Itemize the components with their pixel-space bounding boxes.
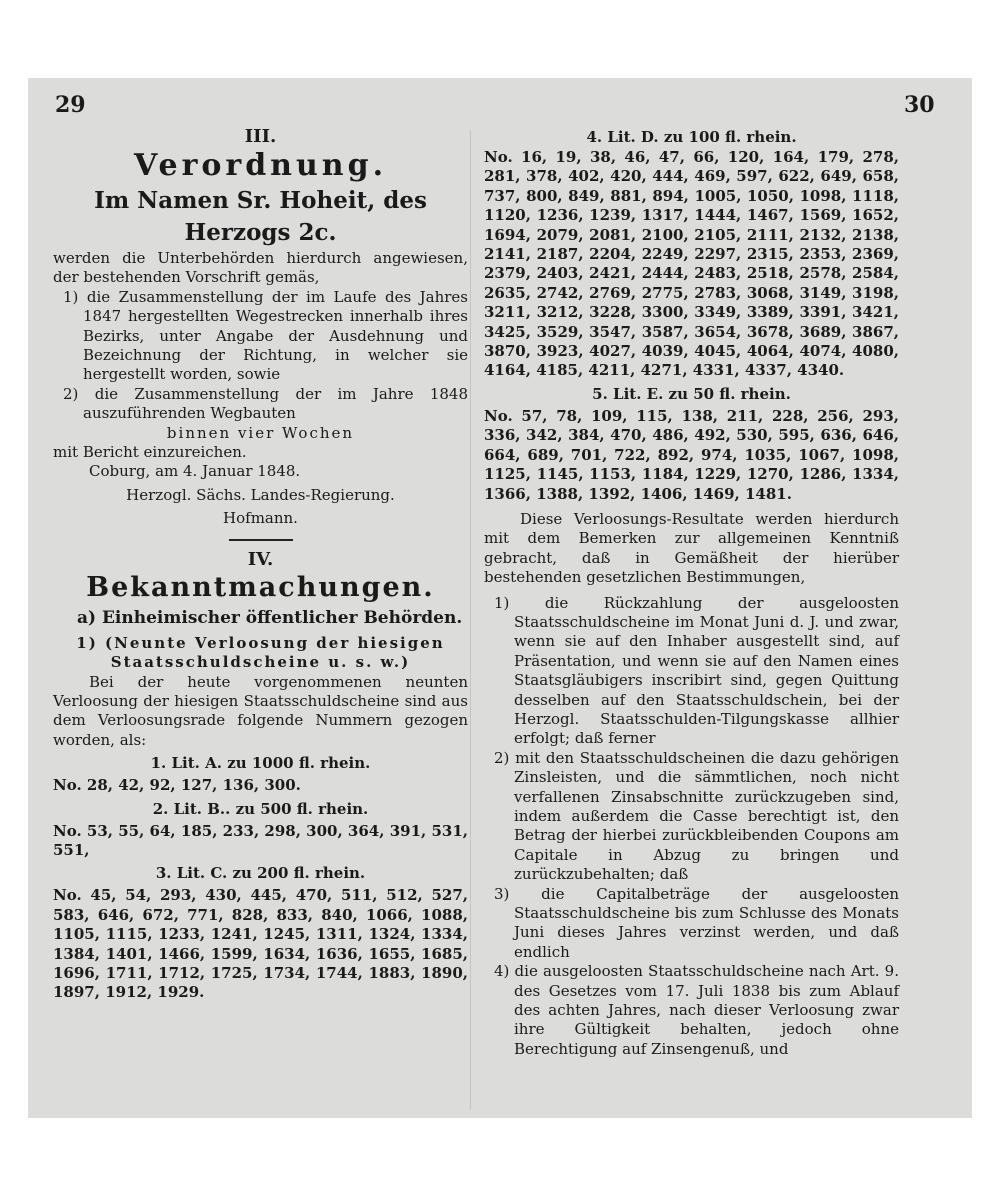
lit-c-numbers: No. 45, 54, 293, 430, 445, 470, 511, 512, 527, 583, 646, 672, 771, 828, 833, 840, 1066, 1088, 1105, 1115, 1233, 1241, 1245, 1311, 1324, 1334, 1384, 1401, 1466, 1599, 1634, 1636, 1655, 1685, 1696, 1711, 1712, 1725, 1734, 1744, 1883, 1890, 1897, 1912, 1929. <box>53 886 468 1002</box>
ordinance-title: Verordnung. <box>133 148 388 183</box>
lit-b-numbers: No. 53, 55, 64, 185, 233, 298, 300, 364, 391, 531, 551, <box>53 821 468 859</box>
announcements-subhead: a) Einheimischer öffentlicher Behörden. <box>77 607 463 628</box>
results-paragraph: Diese Verloosungs-Resultate werden hierdurch mit dem Bemerken zur allgemeinen Kenntniß gebracht, daß in Gemäßheit der hierüber bestehenden gesetzlichen Bestimmungen, <box>484 509 899 587</box>
section-number-3: III. <box>244 126 277 147</box>
lit-a-numbers: No. 28, 42, 92, 127, 136, 300. <box>53 776 301 795</box>
notice-title: 1) (Neunte Verloosung der hiesigen Staatsschuldscheine u. s. w.) <box>76 633 445 672</box>
lit-e-heading: 5. Lit. E. zu 50 fl. rhein. <box>592 384 791 403</box>
lit-e-numbers: No. 57, 78, 109, 115, 138, 211, 228, 256, 293, 336, 342, 384, 470, 486, 492, 530, 595, 636, 646, 664, 689, 701, 722, 892, 974, 1035, 1067, 1098, 1125, 1145, 1153, 1184, 1229, 1270, 1286, 1334, 1366, 1388, 1392, 1406, 1469, 1481. <box>484 406 899 503</box>
ordinance-intro: werden die Unterbehörden hierdurch angewiesen, der bestehenden Vorschrift gemäs, <box>53 249 468 287</box>
dateline: Coburg, am 4. Januar 1848. <box>89 462 301 481</box>
lit-c-heading: 3. Lit. C. zu 200 fl. rhein. <box>155 864 366 883</box>
ordinance-subtitle: Im Namen Sr. Hoheit, des Herzogs 2c. <box>94 187 427 246</box>
results-point-4: 4) die ausgeloosten Staatsschuldscheine nach Art. 9. des Gesetzes vom 17. Juli 1838 bis zum Ablauf des achten Jahres, nach dieser Verloosung zwar ihre Gültigkeit behalten, jedoch ohne Berechtigung auf Zinsengenuß, und <box>494 962 899 1058</box>
right-column <box>484 126 899 1059</box>
results-point-3: 3) die Capitalbeträge der ausgeloosten Staatsschuldscheine bis zum Schlusse des Monats Juni dieses Jahres verzinst werden, und daß endlich <box>494 884 899 961</box>
ordinance-item-1: 1) die Zusammenstellung der im Laufe des Jahres 1847 hergestellten Wegestrecken innerhalb ihres Bezirks, unter Angabe der Ausdehnung und Bezeichnung der Richtung, in welcher sie hergestellt worden, sowie <box>63 287 468 384</box>
deadline: binnen vier Wochen <box>166 423 355 442</box>
page-number-right: 30 <box>904 92 935 118</box>
left-column <box>53 126 468 1003</box>
lit-d-heading: 4. Lit. D. zu 100 fl. rhein. <box>586 128 797 146</box>
lit-d-numbers: No. 16, 19, 38, 46, 47, 66, 120, 164, 179, 278, 281, 378, 402, 420, 444, 469, 597, 622, 649, 658, 737, 800, 849, 881, 894, 1005, 1050, 1098, 1118, 1120, 1236, 1239, 1317, 1444, 1467, 1569, 1652, 1694, 2079, 2081, 2100, 2105, 2111, 2132, 2138, 2141, 2187, 2204, 2249, 2297, 2315, 2353, 2369, 2379, 2403, 2421, 2444, 2483, 2518, 2578, 2584, 2635, 2742, 2769, 2775, 2783, 3068, 3149, 3198, 3211, 3212, 3228, 3300, 3349, 3389, 3391, 3421, 3425, 3529, 3547, 3587, 3654, 3678, 3689, 3867, 3870, 3923, 4027, 4039, 4045, 4064, 4074, 4080, 4164, 4185, 4211, 4271, 4331, 4337, 4340. <box>484 148 899 380</box>
column-divider <box>470 130 471 1110</box>
notice-body: Bei der heute vorgenommenen neunten Verloosung der hiesigen Staatsschuldscheine sind aus dem Verloosungsrade folgende Nummern gezogen worden, als: <box>53 672 468 749</box>
section-number-4: IV. <box>247 548 274 570</box>
authority: Herzogl. Sächs. Landes-Regierung. <box>126 485 395 504</box>
lit-a-heading: 1. Lit. A. zu 1000 fl. rhein. <box>150 754 371 773</box>
ordinance-item-2: 2) die Zusammenstellung der im Jahre 1848 auszuführenden Wegbauten <box>63 384 468 423</box>
signature: Hofmann. <box>223 509 298 528</box>
announcements-title: Bekanntmachungen. <box>86 571 435 603</box>
section-rule <box>229 539 293 541</box>
lit-b-heading: 2. Lit. B.. zu 500 fl. rhein. <box>152 799 369 818</box>
page-number-left: 29 <box>55 92 86 118</box>
report-line: mit Bericht einzureichen. <box>53 443 247 462</box>
results-point-2: 2) mit den Staatsschuldscheinen die dazu gehörigen Zinsleisten, und die sämmtlichen, noch nicht verfallenen Zinsabschnitte zurückzugeben sind, indem außerdem die Casse berechtigt ist, den Betrag der hierbei zurückbleibenden Coupons am Capitale in Abzug zu bringen und zurückzubehalten; daß <box>494 748 899 884</box>
results-point-1: 1) die Rückzahlung der ausgeloosten Staatsschuldscheine im Monat Juni d. J. und zwar, wenn sie auf den Inhaber ausgestellt sind, auf Präsentation, und wenn sie auf den Namen eines Staatsgläubigers inscribirt sind, gegen Quittung desselben auf den Staatsschuldschein, bei der Herzogl. Staatsschulden-Tilgungskasse allhier erfolgt; daß ferner <box>494 593 899 748</box>
